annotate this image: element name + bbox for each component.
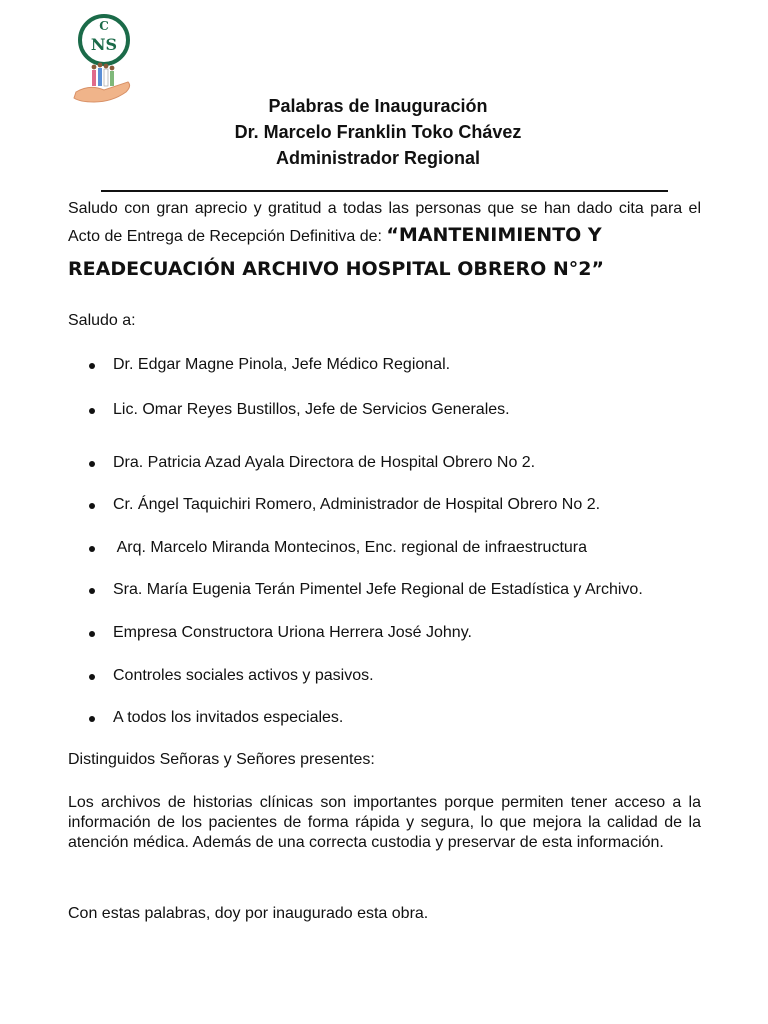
speech-title: Palabras de Inauguración [268, 96, 488, 116]
bullet-icon [89, 546, 95, 552]
document-title [0, 93, 768, 171]
cns-logo-icon [70, 12, 134, 104]
bullet-icon [89, 716, 95, 722]
svg-text:C: C [99, 19, 109, 33]
bullet-icon [89, 588, 95, 594]
bullet-icon [89, 363, 95, 369]
salutation: Distinguidos Señoras y Señores presentes: [68, 751, 375, 768]
body-paragraph: Los archivos de historias clínicas son importantes porque permiten tener acceso a la información de los pacientes de forma rápida y segura, lo que mejora la calidad de la atención médica. Además de una correcta custodia y preservar de esta información. [68, 794, 701, 851]
svg-text:NS: NS [90, 35, 118, 54]
speaker-position: Administrador Regional [275, 148, 481, 168]
speaker-name: Dr. Marcelo Franklin Toko Chávez [234, 122, 522, 142]
bullet-icon [89, 674, 95, 680]
project-name-part2: READECUACIÓN ARCHIVO HOSPITAL OBRERO N°2” [68, 258, 605, 280]
closing-statement: Con estas palabras, doy por inaugurado esta obra. [68, 905, 429, 922]
bullet-icon [89, 461, 95, 467]
intro-paragraph [68, 196, 701, 282]
greeting: Saludo a: [68, 312, 136, 329]
bullet-icon [89, 503, 95, 509]
attendee-list: Dr. Edgar Magne Pinola, Jefe Médico Regional. Lic. Omar Reyes Bustillos, Jefe de Servicios Generales. Dra. Patricia Azad Ayala Directora de Hospital Obrero No 2. Cr. Ángel Taquichiri Romero, Administrador de Hospital Obrero No 2. Arq. Marcelo Miranda Montecinos, Enc. regional de infraestructura Sra. María Eugenia Terán Pimentel Jefe Regional de Estadística y Archivo. Empresa Constructora Uriona Herrera José Johny. Controles sociales activos y pasivos. A todos los invitados especiales. [0, 0, 768, 1024]
bullet-icon [89, 408, 95, 414]
intro-text: Saludo con gran aprecio y gratitud a todas las personas que se han dado cita para el Acto de Entrega de Recepción Definitiva de: [68, 200, 701, 245]
title-underline [101, 190, 668, 192]
bullet-icon [89, 631, 95, 637]
project-name-part1: “MANTENIMIENTO Y [386, 224, 602, 246]
